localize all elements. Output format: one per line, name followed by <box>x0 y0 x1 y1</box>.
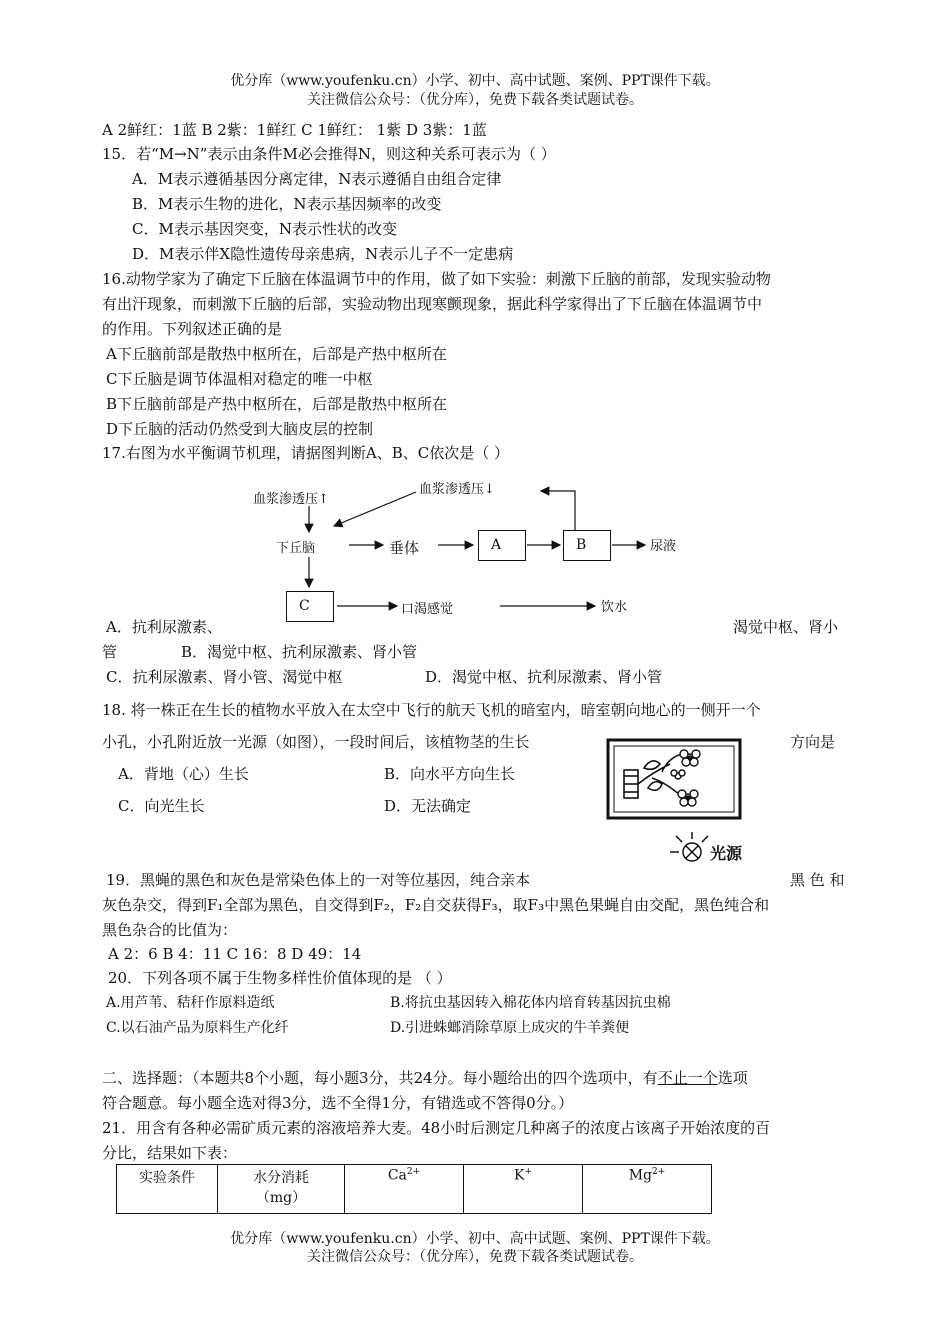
q15-option-d: D．M表示伴X隐性遗传母亲患病，N表示儿子不一定患病 <box>132 245 514 263</box>
box-c: C <box>286 591 334 622</box>
box-b: B <box>563 530 611 561</box>
header-cell-ca <box>345 1165 464 1214</box>
q16-option-c: C下丘脑是调节体温相对稳定的唯一中枢 <box>106 370 373 388</box>
mg-charge: 2+ <box>652 1167 666 1177</box>
q19-stem-1-right: 黑 色 和 <box>790 871 845 889</box>
q21-stem-2: 分比，结果如下表： <box>102 1144 238 1162</box>
q17-option-d: D．渴觉中枢、抗利尿激素、肾小管 <box>425 668 663 686</box>
label-drink: 饮水 <box>601 600 628 615</box>
ca-symbol: Ca <box>387 1167 407 1184</box>
box-a: A <box>478 530 526 561</box>
q15-option-a: A．M表示遵循基因分离定律，N表示遵循自由组合定律 <box>132 170 502 188</box>
label-urine: 尿液 <box>650 539 677 554</box>
label-thirst: 口渴感觉 <box>401 602 454 617</box>
q17-option-a-left: A．抗利尿激素、 <box>106 618 222 636</box>
arrow-plasma-down-to-hypothalamus <box>334 492 416 526</box>
q20-option-b: B.将抗虫基因转入棉花体内培育转基因抗虫棉 <box>390 995 671 1011</box>
arrow-b-feedback <box>541 491 575 531</box>
q18-stem-1: 18. 将一株正在生长的植物水平放入在太空中飞行的航天飞机的暗室内，暗室朝向地心的一侧开一个 <box>102 701 761 719</box>
light-source-icon <box>670 832 708 861</box>
section2-text-b: 选项 <box>717 1069 748 1087</box>
q17-option-a-right: 渴觉中枢、肾小 <box>733 618 839 636</box>
q17-option-c: C．抗利尿激素、肾小管、渴觉中枢 <box>106 668 343 686</box>
q16-option-d: D下丘脑的活动仍然受到大脑皮层的控制 <box>106 420 374 438</box>
header-cell-k <box>464 1165 583 1214</box>
label-pituitary: 垂体 <box>389 539 420 557</box>
q18-option-c: C．向光生长 <box>118 797 205 815</box>
q19-options: A 2：6 B 4：11 C 16：8 D 49：14 <box>108 945 362 963</box>
q14-options: A 2鲜红：1蓝 B 2紫：1鲜红 C 1鲜红： 1紫 D 3紫：1蓝 <box>102 121 487 139</box>
q19-stem-3: 黑色杂合的比值为： <box>102 921 238 939</box>
label-hypothalamus: 下丘脑 <box>276 541 316 556</box>
footer-line-2: 关注微信公众号：（优分库），免费下载各类试题试卷。 <box>307 1249 643 1265</box>
q17-option-a-cont: 管 <box>102 643 118 661</box>
footer-line-1: 优分库（www.youfenku.cn）小学、初中、高中试题、案例、PPT课件下载。 <box>230 1231 720 1247</box>
q15-option-c: C．M表示基因突变，N表示性状的改变 <box>132 220 397 238</box>
section2-line-1 <box>102 1068 852 1088</box>
header-cell-mg <box>583 1165 712 1214</box>
q16-stem-2: 有出汗现象，而刺激下丘脑的后部，实验动物出现寒颤现象，据此科学家得出了下丘脑在体温调节中 <box>102 295 763 313</box>
q16-stem-3: 的作用。下列叙述正确的是 <box>102 320 283 338</box>
table-header-row <box>117 1165 712 1214</box>
q15-stem: 15．若“M→N”表示由条件M必会推得N，则这种关系可表示为（ ） <box>102 145 556 163</box>
header-water-unit: （mg） <box>255 1190 307 1206</box>
flower-icon <box>671 750 700 806</box>
k-charge: + <box>524 1167 532 1177</box>
q18-stem-2-left: 小孔，小孔附近放一光源（如图），一段时间后，该植物茎的生长 <box>102 733 530 751</box>
k-symbol: K <box>513 1167 525 1184</box>
q17-option-b: B．渴觉中枢、抗利尿激素、肾小管 <box>181 643 418 661</box>
q18-option-d: D．无法确定 <box>384 797 472 815</box>
q18-stem-2-right: 方向是 <box>790 733 836 751</box>
header-line-2: 关注微信公众号：（优分库），免费下载各类试题试卷。 <box>307 92 643 108</box>
q21-stem-1: 21．用含有各种必需矿质元素的溶液培养大麦。48小时后测定几种离子的浓度占该离子开始浓度的百 <box>102 1119 771 1137</box>
q19-stem-1-left: 19．黑蝇的黑色和灰色是常染色体上的一对等位基因，纯合亲本 <box>106 871 531 889</box>
header-water-label: 水分消耗 <box>253 1170 309 1186</box>
label-plasma-down: 血浆渗透压↓ <box>419 482 495 497</box>
q21-table <box>116 1164 712 1214</box>
section2-text-a: 二、选择题：（本题共8个小题，每小题3分，共24分。每小题给出的四个选项中，有 <box>102 1069 658 1087</box>
q18-option-b: B．向水平方向生长 <box>384 765 516 783</box>
q20-option-a: A.用芦苇、秸秆作原料造纸 <box>106 995 275 1011</box>
q17-stem: 17.右图为水平衡调节机理，请据图判断A、B、C依次是（ ） <box>102 444 509 462</box>
q19-stem-2: 灰色杂交，得到F₁全部为黑色，自交得到F₂，F₂自交获得F₃，取F₃中黑色果蝇自由交配，黑色纯合和 <box>102 896 770 914</box>
q18-option-a: A．背地（心）生长 <box>118 765 249 783</box>
q15-option-b: B．M表示生物的进化，N表示基因频率的改变 <box>132 195 442 213</box>
light-source-label: 光源 <box>710 844 743 863</box>
ca-charge: 2+ <box>406 1167 421 1177</box>
header-line-1: 优分库（www.youfenku.cn）小学、初中、高中试题、案例、PPT课件下载。 <box>230 73 720 89</box>
q16-option-a: A下丘脑前部是散热中枢所在，后部是产热中枢所在 <box>106 345 447 363</box>
mg-symbol: Mg <box>628 1167 652 1184</box>
q20-stem: 20．下列各项不属于生物多样性价值体现的是 （ ） <box>108 969 452 987</box>
q20-option-d: D.引进蛛螂消除草原上成灾的牛羊粪便 <box>390 1020 630 1036</box>
header-cell-water <box>218 1165 345 1214</box>
q20-option-c: C.以石油产品为原料生产化纤 <box>106 1020 289 1036</box>
section2-line-2: 符合题意。每小题全选对得3分，选不全得1分，有错选或不答得0分。） <box>102 1094 574 1112</box>
section2-underlined: 不止一个 <box>657 1069 718 1087</box>
q16-stem-1: 16.动物学家为了确定下丘脑在体温调节中的作用，做了如下实验：刺激下丘脑的前部，发现实验动物 <box>102 270 771 288</box>
q16-option-b: B下丘脑前部是产热中枢所在，后部是散热中枢所在 <box>106 395 448 413</box>
header-cell-condition: 实验条件 <box>117 1165 218 1214</box>
label-plasma-up: 血浆渗透压↑ <box>253 492 329 507</box>
